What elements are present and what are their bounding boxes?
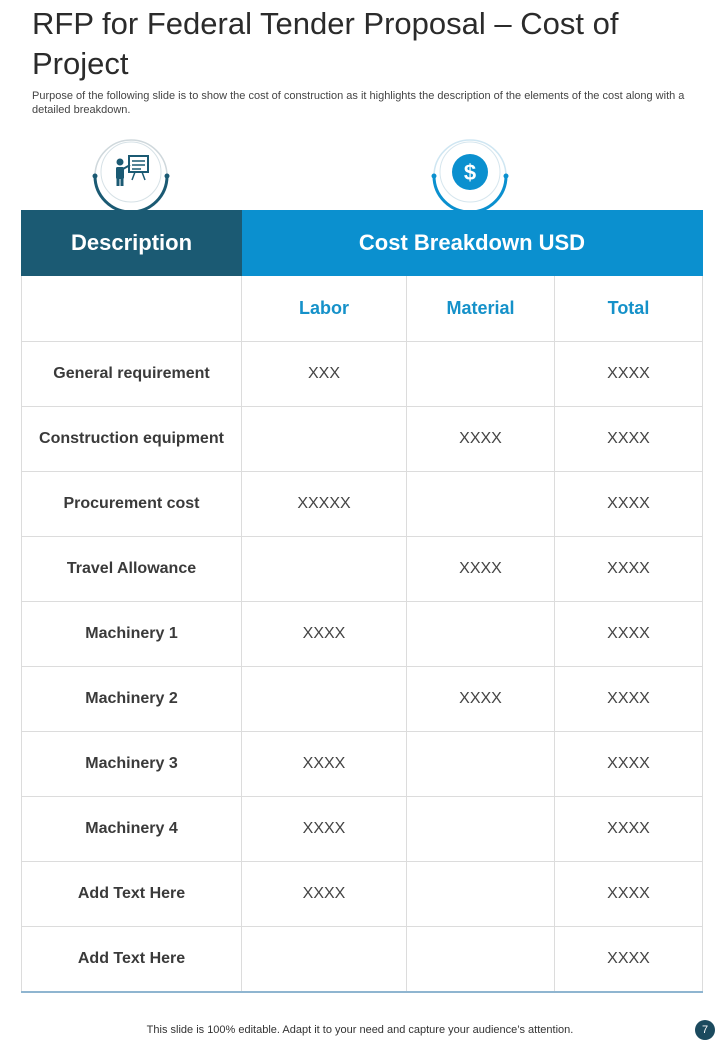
total-cell: XXXX [555,407,703,472]
labor-cell: XXXX [242,862,407,927]
dollar-badge [430,132,510,212]
material-cell [407,472,555,537]
table-row [22,927,703,993]
total-cell: XXXX [555,732,703,797]
total-cell: XXXX [555,537,703,602]
presentation-badge [91,132,171,212]
cost-table [21,210,703,993]
row-label: Procurement cost [22,472,242,537]
labor-cell: XXX [242,342,407,407]
row-label: Machinery 3 [22,732,242,797]
total-cell: XXXX [555,797,703,862]
row-label: General requirement [22,342,242,407]
material-cell [407,797,555,862]
row-label: Add Text Here [22,927,242,993]
labor-cell: XXXX [242,602,407,667]
table-row [22,667,703,732]
subheader-labor: Labor [242,276,407,342]
labor-cell [242,667,407,732]
row-label: Machinery 2 [22,667,242,732]
header-description: Description [22,211,242,276]
subheader-empty [22,276,242,342]
total-cell: XXXX [555,862,703,927]
row-label: Travel Allowance [22,537,242,602]
dollar-icon [430,132,510,212]
subheader-material: Material [407,276,555,342]
total-cell: XXXX [555,472,703,537]
table-row [22,862,703,927]
table-row [22,602,703,667]
labor-cell [242,927,407,993]
labor-cell [242,407,407,472]
svg-text:$: $ [463,160,477,185]
total-cell: XXXX [555,667,703,732]
total-cell: XXXX [555,342,703,407]
table-row [22,342,703,407]
material-cell: XXXX [407,407,555,472]
footer-note: This slide is 100% editable. Adapt it to your need and capture your audience’s attention. [146,1024,574,1036]
material-cell: XXXX [407,667,555,732]
table-row [22,407,703,472]
labor-cell: XXXX [242,797,407,862]
table-row [22,472,703,537]
row-label: Construction equipment [22,407,242,472]
subheader-total: Total [555,276,703,342]
header-cost-breakdown: Cost Breakdown USD [242,211,703,276]
labor-cell: XXXXX [242,472,407,537]
material-cell [407,927,555,993]
material-cell [407,602,555,667]
row-label: Add Text Here [22,862,242,927]
labor-cell [242,537,407,602]
material-cell [407,862,555,927]
row-label: Machinery 1 [22,602,242,667]
table-row [22,732,703,797]
labor-cell: XXXX [242,732,407,797]
total-cell: XXXX [555,927,703,993]
total-cell: XXXX [555,602,703,667]
page-subtitle: Purpose of the following slide is to show the cost of construction as it highlights the description of the elements of the cost along with a detailed breakdown. [32,90,685,116]
material-cell [407,342,555,407]
material-cell [407,732,555,797]
presentation-icon [91,132,171,212]
row-label: Machinery 4 [22,797,242,862]
table-row [22,797,703,862]
material-cell: XXXX [407,537,555,602]
page-number: 7 [695,1020,715,1040]
table-row [22,537,703,602]
page-title: RFP for Federal Tender Proposal – Cost of Project [32,6,619,81]
